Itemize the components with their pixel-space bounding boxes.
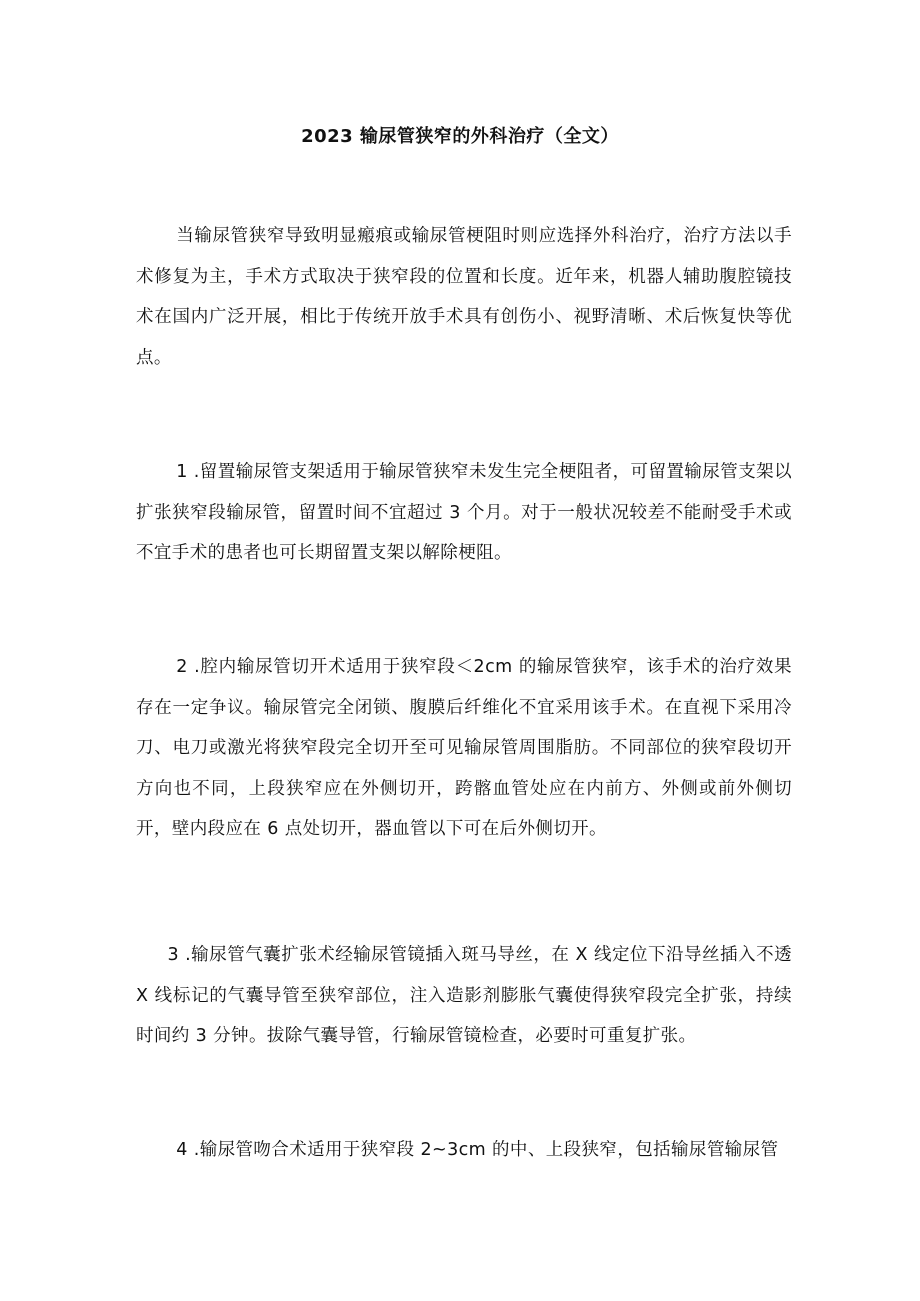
paragraph-intro: 当输尿管狭窄导致明显瘢痕或输尿管梗阻时则应选择外科治疗，治疗方法以手术修复为主，手术方式取决于狭窄段的位置和长度。近年来，机器人辅助腹腔镜技术在国内广泛开展，相比于传统开放手术具有创伤小、视野清晰、术后恢复快等优点。 (136, 226, 792, 368)
paragraph-item-3: 3 .输尿管气囊扩张术经输尿管镜插入斑马导丝，在 X 线定位下沿导丝插入不透 X 线标记的气囊导管至狭窄部位，注入造影剂膨胀气囊使得狭窄段完全扩张，持续时间约 3 分钟。拔除气囊导管，行输尿管镜检查，必要时可重复扩张。 (136, 945, 792, 1046)
paragraph-item-4: 4 .输尿管吻合术适用于狭窄段 2~3cm 的中、上段狭窄，包括输尿管输尿管 (176, 1140, 779, 1160)
paragraph-item-1: 1 .留置输尿管支架适用于输尿管狭窄未发生完全梗阻者，可留置输尿管支架以扩张狭窄段输尿管，留置时间不宜超过 3 个月。对于一般状况较差不能耐受手术或不宜手术的患者也可长期留置支架以解除梗阻。 (136, 462, 792, 563)
document-title: 2023 输尿管狭窄的外科治疗（全文） (301, 126, 619, 147)
paragraph-item-2: 2 .腔内输尿管切开术适用于狭窄段＜2cm 的输尿管狭窄，该手术的治疗效果存在一定争议。输尿管完全闭锁、腹膜后纤维化不宜采用该手术。在直视下采用冷刀、电刀或激光将狭窄段完全切开至可见输尿管周围脂肪。不同部位的狭窄段切开方向也不同，上段狭窄应在外侧切开，跨髂血管处应在内前方、外侧或前外侧切开，壁内段应在 6 点处切开，器血管以下可在后外侧切开。 (136, 657, 792, 839)
